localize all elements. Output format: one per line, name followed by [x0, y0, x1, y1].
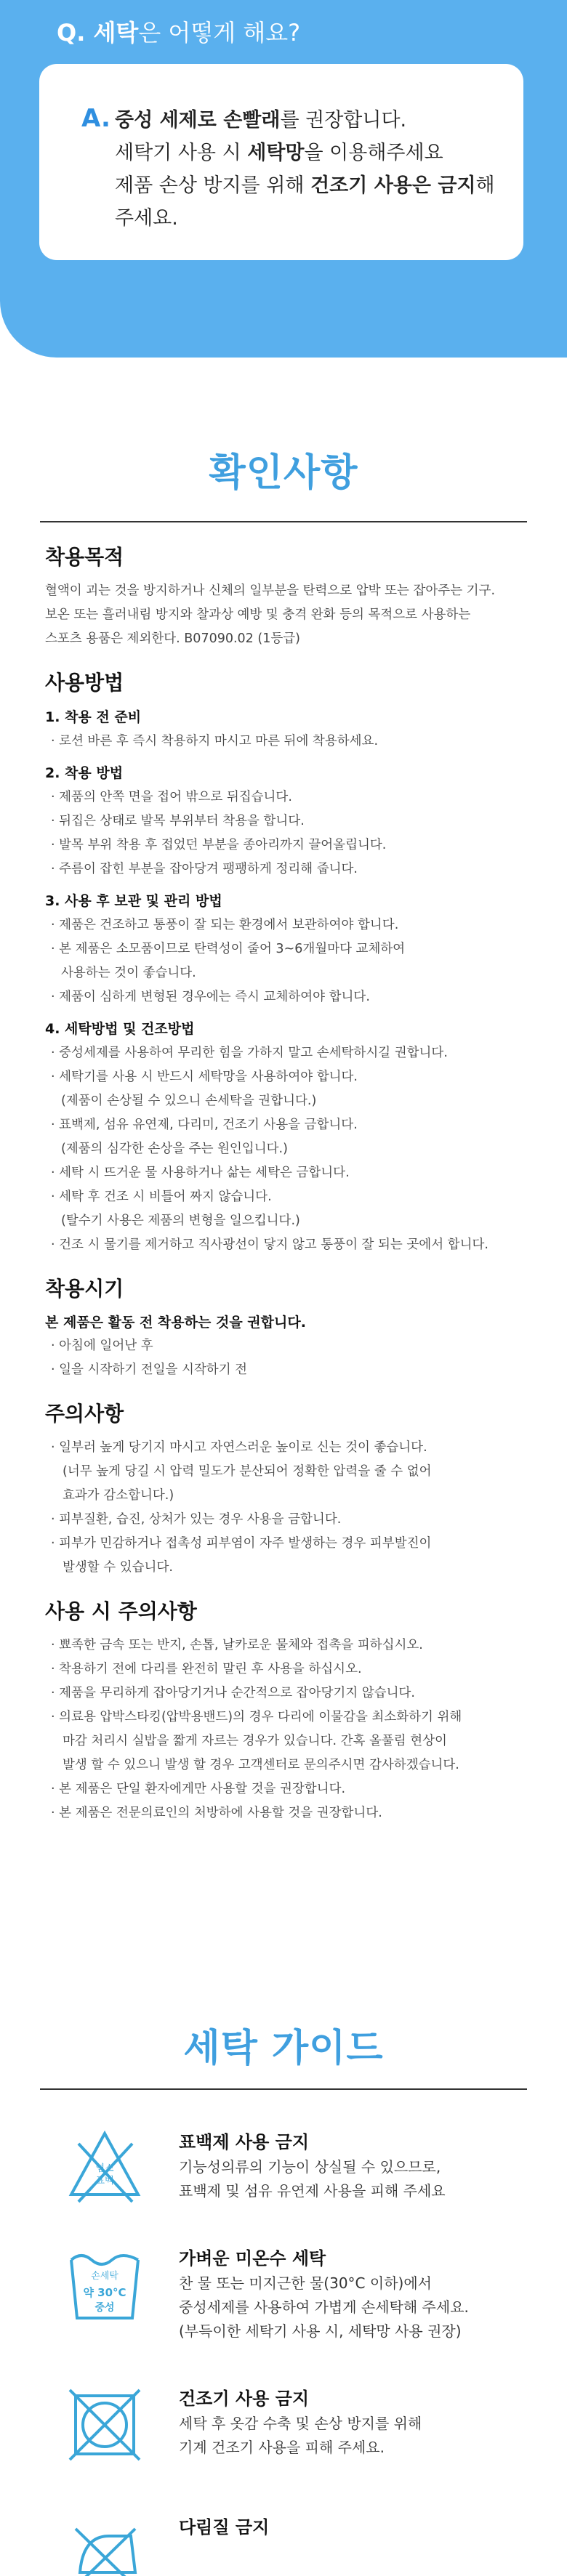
care-desc: 기계 건조기 사용을 피해 주세요.: [179, 2439, 385, 2456]
hand-wash-icon: [65, 2245, 144, 2324]
no-tumble-dry-icon: [65, 2386, 144, 2464]
list-item-text: 아침에 일어난 후: [59, 1339, 153, 1353]
list-item: · 건조 시 물기를 제거하고 직사광선이 닿지 않고 통풍이 잘 되는 곳에서 합니다.: [51, 1237, 488, 1252]
q-rest: 은 어떻게 해요?: [138, 19, 301, 47]
list-item-text: 일을 시작하기 전일을 시작하기 전: [59, 1362, 248, 1377]
list-item: · 제품을 무리하게 잡아당기거나 순간적으로 잡아당기지 않습니다.: [51, 1686, 415, 1700]
usage-block: [45, 667, 539, 1257]
list-item-text: 제품의 안쪽 면을 접어 밖으로 뒤집습니다.: [59, 790, 292, 804]
wash-guide-title: 세탁 가이드: [183, 2027, 384, 2070]
list-item: · 세탁기를 사용 시 반드시 세탁망을 사용하여야 합니다.: [51, 1070, 358, 1084]
when-bold: 본 제품은 활동 전 착용하는 것을 권합니다.: [45, 1315, 306, 1331]
list-item-text: 주름이 잡힌 부분을 잡아당겨 팽팽하게 정리해 줍니다.: [59, 862, 358, 876]
answer-text-2b: 을 이용해주세요: [304, 142, 443, 164]
list-item-cont: (제품의 심각한 손상을 주는 원인입니다.): [61, 1142, 288, 1156]
usage-step-title: 3. 사용 후 보관 및 관리 방법: [45, 893, 222, 909]
list-item-text: 로션 바른 후 즉시 착용하지 마시고 마른 뒤에 착용하세요.: [59, 734, 379, 748]
no-iron-icon: [65, 2514, 144, 2576]
q-label: Q.: [57, 19, 86, 47]
list-item: · 제품은 건조하고 통풍이 잘 되는 환경에서 보관하여야 합니다.: [51, 918, 399, 932]
list-item: · 세탁 후 건조 시 비틀어 짜지 않습니다.: [51, 1190, 272, 1204]
list-item-cont: 마감 처리시 실밥을 짧게 자르는 경우가 있습니다. 간혹 올풀림 현상이: [63, 1734, 447, 1748]
list-item: · 뾰족한 금속 또는 반지, 손톱, 날카로운 물체와 접촉을 피하십시오.: [51, 1638, 423, 1652]
care-desc: 세탁 후 옷감 수축 및 손상 방지를 위해: [179, 2415, 422, 2432]
purpose-line: 혈액이 괴는 것을 방지하거나 신체의 일부분을 탄력으로 압박 또는 잡아주는 기구.: [45, 584, 496, 598]
list-item: · 뒤집은 상태로 발목 부위부터 착용을 합니다.: [51, 814, 305, 828]
answer-bold-3: 건조기 사용은 금지: [310, 174, 476, 197]
faq-answer-card: [39, 64, 523, 260]
list-item-text: 세탁 시 뜨거운 물 사용하거나 삶는 세탁은 금합니다.: [59, 1166, 350, 1180]
caution-block: [45, 1398, 539, 1580]
icon-text: 손세탁: [91, 2271, 118, 2282]
list-item: · 제품이 심하게 변형된 경우에는 즉시 교체하여야 합니다.: [51, 990, 370, 1004]
use-caution-block: [45, 1596, 539, 1825]
care-desc: (부득이한 세탁기 사용 시, 세탁망 사용 권장): [179, 2322, 462, 2340]
answer-text-3b: 해: [475, 174, 495, 197]
list-item: · 본 제품은 전문의료인의 처방하에 사용할 것을 권장합니다.: [51, 1806, 382, 1820]
care-title: 가벼운 미온수 세탁: [179, 2248, 326, 2269]
care-desc: 표백제 및 섬유 유연제 사용을 피해 주세요: [179, 2182, 446, 2200]
list-item: · 표백제, 섬유 유연제, 다리미, 건조기 사용을 금합니다.: [51, 1118, 358, 1132]
answer-bold-1: 중성 세제로 손빨래: [115, 109, 281, 132]
wash-faq-section: [0, 0, 567, 358]
list-item-text: 제품을 무리하게 잡아당기거나 순간적으로 잡아당기지 않습니다.: [59, 1686, 415, 1700]
list-item-text: 중성세제를 사용하여 무리한 힘을 가하지 말고 손세탁하시길 권합니다.: [59, 1046, 448, 1060]
purpose-block: [45, 541, 539, 651]
list-item: · 일부러 높게 당기지 마시고 자연스러운 높이로 신는 것이 좋습니다.: [51, 1440, 427, 1455]
list-item-text: 제품은 건조하고 통풍이 잘 되는 환경에서 보관하여야 합니다.: [59, 918, 399, 932]
list-item-text: 뒤집은 상태로 발목 부위부터 착용을 합니다.: [59, 814, 305, 828]
usage-step-title: 2. 착용 방법: [45, 765, 124, 781]
list-item-text: 착용하기 전에 다리를 완전히 말린 후 사용을 하십시오.: [59, 1662, 362, 1676]
answer-text-1: 를 권장합니다.: [280, 109, 407, 132]
list-item-text: 본 제품은 소모품이므로 탄력성이 줄어 3~6개월마다 교체하여: [59, 942, 406, 956]
list-item-text: 일부러 높게 당기지 마시고 자연스러운 높이로 신는 것이 좋습니다.: [59, 1440, 427, 1455]
care-text: [179, 2245, 528, 2343]
list-item: · 로션 바른 후 즉시 착용하지 마시고 마른 뒤에 착용하세요.: [51, 734, 379, 748]
care-desc: 중성세제를 사용하여 가볍게 손세탁해 주세요.: [179, 2298, 469, 2316]
icon-text: 약 30°C: [83, 2286, 126, 2299]
care-title: 표백제 사용 금지: [179, 2132, 309, 2152]
list-item-cont: (너무 높게 당길 시 압력 밀도가 분산되어 정확한 압력을 줄 수 없어: [63, 1464, 432, 1479]
list-item-cont: (제품이 손상될 수 있으니 손세탁을 권합니다.): [61, 1094, 317, 1108]
usage-step-title: 1. 착용 전 준비: [45, 709, 142, 725]
care-text: [179, 2386, 528, 2460]
icon-text: 표백: [95, 2176, 114, 2187]
care-text: [179, 2514, 528, 2540]
list-item: · 일을 시작하기 전일을 시작하기 전: [51, 1362, 248, 1377]
list-item: · 제품의 안쪽 면을 접어 밖으로 뒤집습니다.: [51, 790, 292, 804]
list-item-text: 의료용 압박스타킹(압박용밴드)의 경우 다리에 이물감을 최소화하기 위해: [59, 1710, 462, 1724]
list-item-text: 표백제, 섬유 유연제, 다리미, 건조기 사용을 금합니다.: [59, 1118, 358, 1132]
list-item-cont: 발생할 수 있습니다.: [63, 1560, 173, 1575]
care-desc: 기능성의류의 기능이 상실될 수 있으므로,: [179, 2158, 441, 2176]
list-item-cont: 사용하는 것이 좋습니다.: [61, 966, 196, 980]
a-label: A.: [81, 104, 110, 133]
list-item-cont: 효과가 감소합니다.): [63, 1488, 174, 1503]
list-item: · 발목 부위 착용 후 접었던 부분을 종아리까지 끌어올립니다.: [51, 838, 387, 852]
list-item-text: 제품이 심하게 변형된 경우에는 즉시 교체하여야 합니다.: [59, 990, 370, 1004]
list-item-text: 건조 시 물기를 제거하고 직사광선이 닿지 않고 통풍이 잘 되는 곳에서 합니다.: [59, 1237, 488, 1252]
answer-text-3a: 제품 손상 방지를 위해: [115, 174, 311, 197]
list-item: · 세탁 시 뜨거운 물 사용하거나 삶는 세탁은 금합니다.: [51, 1166, 350, 1180]
when-heading: 착용시기: [45, 1277, 124, 1301]
list-item: · 의료용 압박스타킹(압박용밴드)의 경우 다리에 이물감을 최소화하기 위해: [51, 1710, 462, 1724]
care-title: 다림질 금지: [179, 2517, 270, 2537]
list-item: · 주름이 잡힌 부분을 잡아당겨 팽팽하게 정리해 줍니다.: [51, 862, 358, 876]
answer-text-4: 주세요.: [115, 207, 178, 230]
care-title: 건조기 사용 금지: [179, 2389, 309, 2409]
q-keyword: 세탁: [93, 19, 139, 47]
faq-question: [57, 15, 300, 48]
when-block: [45, 1273, 539, 1382]
care-desc: 찬 물 또는 미지근한 물(30°C 이하)에서: [179, 2274, 432, 2292]
list-item: · 중성세제를 사용하여 무리한 힘을 가하지 말고 손세탁하시길 권합니다.: [51, 1046, 448, 1060]
check-content: [45, 541, 539, 1841]
usage-heading: 사용방법: [45, 671, 124, 695]
purpose-line: 스포츠 용품은 제외한다. B07090.02 (1등급): [45, 631, 300, 646]
list-item: · 본 제품은 소모품이므로 탄력성이 줄어 3~6개월마다 교체하여: [51, 942, 406, 956]
answer-bold-2: 세탁망: [247, 142, 305, 164]
list-item: · 착용하기 전에 다리를 완전히 말린 후 사용을 하십시오.: [51, 1662, 362, 1676]
list-item-text: 발목 부위 착용 후 접었던 부분을 종아리까지 끌어올립니다.: [59, 838, 387, 852]
list-item-cont: 발생 할 수 있으니 발생 할 경우 고객센터로 문의주시면 감사하겠습니다.: [63, 1758, 459, 1772]
check-divider: [0, 521, 567, 522]
wash-guide-divider: [0, 2088, 567, 2090]
list-item-text: 피부질환, 습진, 상처가 있는 경우 사용을 금합니다.: [59, 1512, 342, 1527]
use-caution-heading: 사용 시 주의사항: [45, 1599, 197, 1623]
icon-text: 중성: [94, 2302, 115, 2314]
icon-text: 염소: [95, 2163, 114, 2174]
care-text: [179, 2129, 528, 2203]
purpose-heading: 착용목적: [45, 545, 124, 569]
list-item: · 피부질환, 습진, 상처가 있는 경우 사용을 금합니다.: [51, 1512, 342, 1527]
list-item-text: 본 제품은 전문의료인의 처방하에 사용할 것을 권장합니다.: [59, 1806, 382, 1820]
list-item-text: 피부가 민감하거나 접촉성 피부염이 자주 발생하는 경우 피부발진이: [59, 1536, 432, 1551]
list-item-text: 세탁기를 사용 시 반드시 세탁망을 사용하여야 합니다.: [59, 1070, 358, 1084]
list-item: · 피부가 민감하거나 접촉성 피부염이 자주 발생하는 경우 피부발진이: [51, 1536, 432, 1551]
answer-text-2a: 세탁기 사용 시: [115, 142, 248, 164]
purpose-line: 보온 또는 흘러내림 방지와 찰과상 예방 및 충격 완화 등의 목적으로 사용하는: [45, 607, 471, 622]
caution-heading: 주의사항: [45, 1402, 124, 1426]
usage-step-title: 4. 세탁방법 및 건조방법: [45, 1021, 195, 1037]
list-item: · 아침에 일어난 후: [51, 1339, 153, 1353]
no-bleach-icon: [65, 2129, 144, 2208]
list-item-cont: (탈수기 사용은 제품의 변형을 일으킵니다.): [61, 1214, 300, 1228]
list-item: · 본 제품은 단일 환자에게만 사용할 것을 권장합니다.: [51, 1782, 346, 1796]
list-item-text: 세탁 후 건조 시 비틀어 짜지 않습니다.: [59, 1190, 272, 1204]
faq-answer-text: [115, 104, 495, 235]
list-item-text: 뾰족한 금속 또는 반지, 손톱, 날카로운 물체와 접촉을 피하십시오.: [59, 1638, 423, 1652]
list-item-text: 본 제품은 단일 환자에게만 사용할 것을 권장합니다.: [59, 1782, 346, 1796]
check-section-title: 확인사항: [209, 451, 358, 495]
